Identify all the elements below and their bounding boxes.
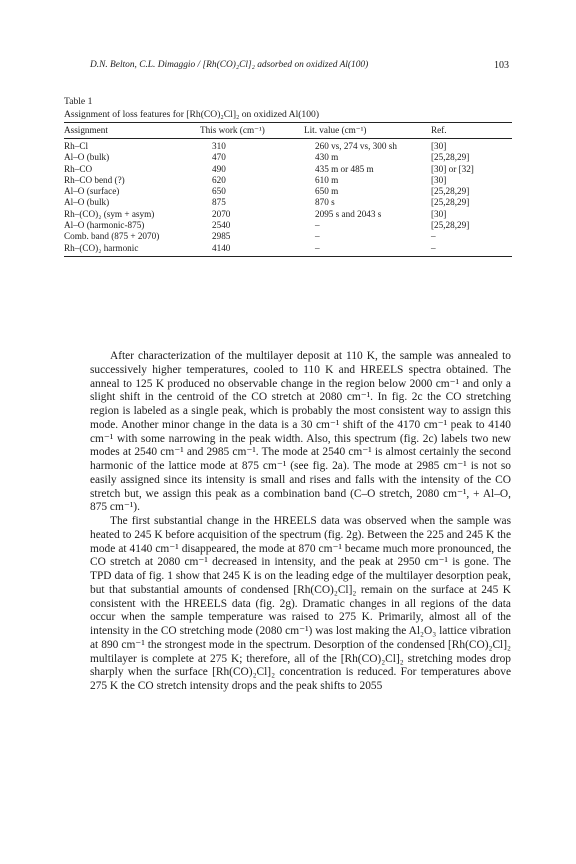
table-row — [64, 152, 512, 163]
cell-lit-value: – — [315, 231, 320, 242]
table-bottom-rule — [64, 256, 512, 257]
column-header-ref: Ref. — [431, 125, 447, 135]
cell-lit-value: 260 vs, 274 vs, 300 sh — [315, 141, 397, 151]
cell-assignment: Rh–(CO)₂ harmonic — [64, 242, 139, 253]
cell-ref: – — [431, 242, 436, 253]
cell-this-work: 470 — [212, 152, 226, 163]
cell-assignment: Al–O (bulk) — [64, 197, 110, 208]
running-head: D.N. Belton, C.L. Dimaggio / [Rh(CO)₂Cl]₂ adsorbed on oxidized Al(100) — [90, 60, 369, 70]
cell-assignment: Rh–Cl — [64, 141, 88, 151]
paragraph-1: After characterization of the multilayer deposit at 110 K, the sample was annealed to successively higher temperatures, cooled to 110 K and HREELS spectra obtained. The anneal to 125 K produced no observable change in the region below 2000 cm⁻¹ and only a slight shift in the centroid of the CO stretch at 2080 cm⁻¹. In fig. 2c the CO stretching region is labeled as a single peak, which is probably the most consistent way to assign this mode. Another minor change in the data is a 30 cm⁻¹ shift of the 4170 cm⁻¹ peak to 4140 cm⁻¹ with some narrowing in the peak width. Also, this spectrum (fig. 2c) labels two new modes at 2540 cm⁻¹ and 2985 cm⁻¹. The mode at 2540 cm⁻¹ is almost certainly the second harmonic of the lattice mode at 875 cm⁻¹ (see fig. 2a). The mode at 2985 cm⁻¹ is not so easily assigned since its intensity is small and rises and falls with the intensity of the CO stretch but, we assign this peak as a combination band (C–O stretch, 2080 cm⁻¹, + Al–O, 875 cm⁻¹). — [90, 350, 511, 514]
table-body — [64, 139, 512, 254]
cell-assignment: Rh–CO bend (?) — [64, 174, 125, 185]
cell-this-work: 310 — [212, 141, 226, 151]
cell-lit-value: 435 m or 485 m — [315, 163, 374, 174]
cell-assignment: Rh–CO — [64, 163, 93, 174]
cell-lit-value: 870 s — [315, 197, 335, 208]
cell-ref: [30] — [431, 141, 447, 151]
cell-lit-value: 650 m — [315, 186, 339, 197]
body-text — [90, 350, 511, 694]
cell-assignment: Al–O (bulk) — [64, 152, 110, 163]
table-row — [64, 209, 512, 220]
cell-ref: [25,28,29] — [431, 197, 470, 208]
table-caption: Assignment of loss features for [Rh(CO)₂Cl]₂ on oxidized Al(100) — [64, 109, 320, 120]
table-label: Table 1 — [64, 96, 93, 107]
table-header-row — [64, 125, 512, 138]
table-row — [64, 243, 512, 254]
table-row — [64, 197, 512, 208]
table-row — [64, 164, 512, 175]
cell-this-work: 2070 — [212, 208, 231, 219]
cell-ref: [25,28,29] — [431, 220, 470, 231]
cell-assignment: Al–O (harmonic-875) — [64, 220, 145, 231]
cell-lit-value: 430 m — [315, 152, 339, 163]
cell-ref: [30] or [32] — [431, 163, 474, 174]
cell-assignment: Comb. band (875 + 2070) — [64, 231, 160, 242]
cell-lit-value: 610 m — [315, 174, 339, 185]
cell-assignment: Rh–(CO)₂ (sym + asym) — [64, 208, 155, 219]
table-row — [64, 186, 512, 197]
table-row — [64, 141, 512, 152]
cell-ref: [25,28,29] — [431, 186, 470, 197]
page-number: 103 — [494, 60, 509, 71]
cell-this-work: 875 — [212, 197, 226, 208]
cell-this-work: 650 — [212, 186, 226, 197]
table-row — [64, 220, 512, 231]
assignment-table — [64, 122, 512, 257]
cell-assignment: Al–O (surface) — [64, 186, 120, 197]
cell-lit-value: 2095 s and 2043 s — [315, 208, 382, 219]
cell-ref: [25,28,29] — [431, 152, 470, 163]
table-row — [64, 231, 512, 242]
cell-ref: – — [431, 231, 436, 242]
column-header-assignment: Assignment — [64, 125, 108, 135]
cell-lit-value: – — [315, 220, 320, 231]
column-header-lit-value: Lit. value (cm⁻¹) — [304, 125, 367, 135]
cell-this-work: 2540 — [212, 220, 231, 231]
table-top-rule — [64, 122, 512, 123]
cell-this-work: 2985 — [212, 231, 231, 242]
paragraph-2: The first substantial change in the HREELS data was observed when the sample was heated to 245 K before acquisition of the spectrum (fig. 2g). Between the 225 and 245 K the mode at 4140 cm⁻¹ disappeared, the mode at 870 cm⁻¹ became much more pronounced, the CO stretch at 2080 cm⁻¹ decreased in intensity, and the peak at 2950 cm⁻¹ is gone. The TPD data of fig. 1 show that 245 K is on the leading edge of the multilayer desorption peak, but that substantial amounts of condensed [Rh(CO)₂Cl]₂ remain on the surface at 245 K consistent with the HREELS data (fig. 2g). Dramatic changes in all regions of the data occur when the sample temperature was raised to 275 K. Primarily, almost all of the intensity in the CO stretching mode (2080 cm⁻¹) was lost making the Al₂O₃ lattice vibration at 890 cm⁻¹ the strongest mode in the spectrum. Desorption of the condensed [Rh(CO)₂Cl]₂ multilayer is complete at 275 K; therefore, all of the [Rh(CO)₂Cl]₂ stretching modes drop sharply when the surface [Rh(CO)₂Cl]₂ concentration is reduced. For temperatures above 275 K the CO stretch intensity drops and the peak shifts to 2055 — [90, 515, 511, 692]
column-header-this-work: This work (cm⁻¹) — [200, 125, 265, 135]
cell-this-work: 620 — [212, 174, 226, 185]
cell-ref: [30] — [431, 208, 447, 219]
cell-this-work: 4140 — [212, 242, 231, 253]
cell-lit-value: – — [315, 242, 320, 253]
table-row — [64, 175, 512, 186]
cell-this-work: 490 — [212, 163, 226, 174]
cell-ref: [30] — [431, 174, 447, 185]
